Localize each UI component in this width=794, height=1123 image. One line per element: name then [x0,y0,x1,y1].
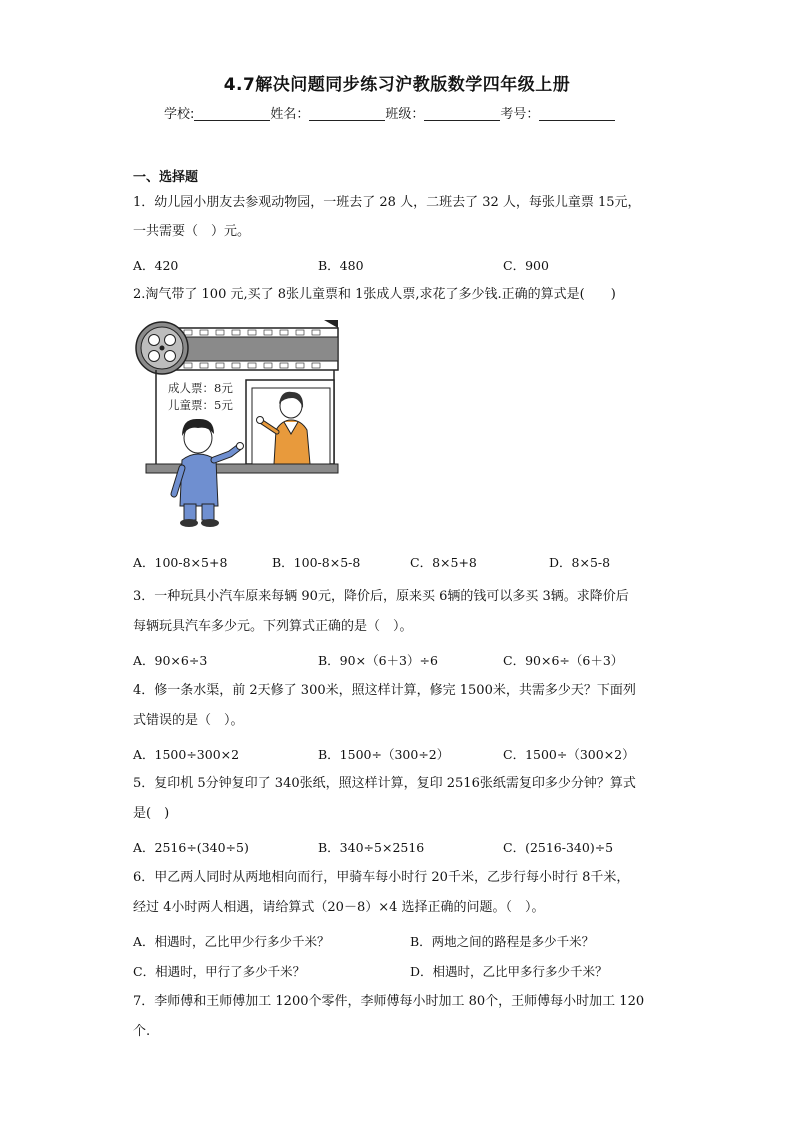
q3-text-line1: 3．一种玩具小汽车原来每辆 90元，降价后，原来买 6辆的钱可以多买 3辆。求降价后 [133,589,629,604]
class-blank [424,107,500,121]
film-strip-banner [174,320,338,370]
q4-option-c: C．1500÷（300×2） [503,747,635,762]
q1-text-line2: 一共需要（ ）元。 [133,224,251,239]
q5-option-a: A．2516÷(340÷5) [133,840,249,855]
q2-text-line1: 2.淘气带了 100 元,买了 8张儿童票和 1张成人票,求花了多少钱.正确的算式是( ) [133,287,616,302]
student-info-line [164,103,615,122]
page-title: 4.7解决问题同步练习沪教版数学四年级上册 [223,75,571,95]
school-blank [194,107,270,121]
q2-option-b: B．100-8×5-8 [272,555,361,570]
q4-text-line2: 式错误的是（ ）。 [133,713,244,728]
section-heading: 一、选择题 [133,170,199,185]
q3-option-c: C．90×6÷（6＋3） [503,653,624,668]
exam-no-blank [539,107,615,121]
q1-option-c: C．900 [503,258,549,273]
q1-text-line1: 1．幼儿园小朋友去参观动物园，一班去了 28 人，二班去了 32 人，每张儿童票 15元， [133,195,641,210]
q7-text-line1: 7．李师傅和王师傅加工 1200个零件，李师傅每小时加工 80个，王师傅每小时加工 120 [133,994,645,1009]
name-label: 姓名： [270,107,310,122]
ticket-booth-illustration [134,318,346,533]
q6-option-d: D．相遇时，乙比甲多行多少千米？ [410,964,608,979]
q7-text-line2: 个. [133,1024,151,1039]
q4-text-line1: 4．修一条水渠，前 2天修了 300米，照这样计算，修完 1500米，共需多少天？下面列 [133,683,636,698]
child-price-sign: 儿童票：5元 [168,398,233,412]
q1-option-b: B．480 [318,258,364,273]
exam-no-label: 考号： [500,107,540,122]
q5-text-line2: 是( ) [133,806,170,821]
adult-price-sign: 成人票：8元 [168,381,233,395]
q5-option-c: C．(2516-340)÷5 [503,840,614,855]
q3-text-line2: 每辆玩具汽车多少元。下列算式正确的是（ ）。 [133,619,413,634]
q3-option-b: B．90×（6＋3）÷6 [318,653,438,668]
ticket-counter [146,464,338,473]
name-blank [309,107,385,121]
q5-text-line1: 5．复印机 5分钟复印了 340张纸，照这样计算，复印 2516张纸需复印多少分钟？算式 [133,776,636,791]
school-label: 学校: [164,107,195,122]
q3-option-a: A．90×6÷3 [133,653,208,668]
q4-option-a: A．1500÷300×2 [133,747,240,762]
q6-text-line1: 6．甲乙两人同时从两地相向而行，甲骑车每小时行 20千米，乙步行每小时行 8千米， [133,870,630,885]
q2-option-d: D．8×5-8 [549,555,611,570]
q2-option-c: C．8×5+8 [410,555,477,570]
q1-option-a: A．420 [133,258,179,273]
q4-option-b: B．1500÷（300÷2） [318,747,450,762]
q5-option-b: B．340÷5×2516 [318,840,425,855]
q2-option-a: A．100-8×5+8 [133,555,228,570]
film-reel-icon [136,322,188,374]
q6-option-c: C．相遇时，甲行了多少千米？ [133,964,306,979]
q6-text-line2: 经过 4小时两人相遇，请给算式（20－8）×4 选择正确的问题。（ ）。 [133,900,545,915]
q6-option-a: A．相遇时，乙比甲少行多少千米？ [133,934,330,949]
class-label: 班级： [385,107,425,122]
q6-option-b: B．两地之间的路程是多少千米？ [410,934,595,949]
